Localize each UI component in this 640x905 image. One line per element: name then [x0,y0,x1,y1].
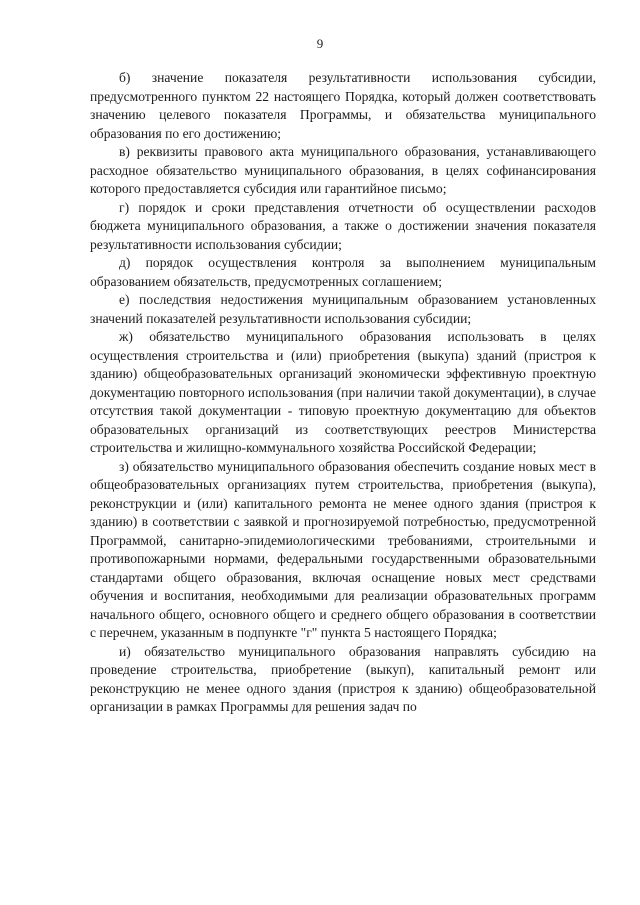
paragraph-b: б) значение показателя результативности использования субсидии, предусмотренного пунктом 22 настоящего Порядка, который должен соответствовать значению целевого показателя Программы, и обязательства муниципального образования по его достижению; [90,70,596,141]
paragraph-e: е) последствия недостижения муниципальным образованием установленных значений показателей результативности использования субсидии; [90,292,596,326]
paragraph-d: д) порядок осуществления контроля за выполнением муниципальным образованием обязательств, предусмотренных соглашением; [90,255,596,289]
paragraph-z: з) обязательство муниципального образования обеспечить создание новых мест в общеобразовательных организациях путем строительства, приобретения (выкупа), реконструкции и (или) капитального ремонта не менее одного здания (пристроя к зданию) в соответствии с заявкой и прогнозируемой потребностью, предусмотренной Программой, санитарно-эпидемиологическими требованиями, строительными и противопожарными нормами, федеральными государственными образовательными стандартами общего образования, включая оснащение новых мест средствами обучения и воспитания, необходимыми для реализации образовательных программ начального общего, основного общего и среднего общего образования в соответствии с перечнем, указанным в подпункте "г" пункта 5 настоящего Порядка; [90,458,596,640]
document-body [90,69,596,717]
paragraph-v: в) реквизиты правового акта муниципального образования, устанавливающего расходное обязательство муниципального образования, в целях софинансирования которого предоставляется субсидия или гарантийное письмо; [90,144,596,196]
paragraph-g: г) порядок и сроки представления отчетности об осуществлении расходов бюджета муниципального образования, а также о достижении значения показателя результативности использования субсидии; [90,199,596,252]
paragraph-zh: ж) обязательство муниципального образования использовать в целях осуществления строительства и (или) приобретения (выкупа) зданий (пристроя к зданию) общеобразовательных организаций экономически эффективную проектную документацию повторного использования (при наличии такой документации), в случае отсутствия такой документации - типовую проектную документацию для объектов образовательных организаций из соответствующих реестров Министерства строительства и жилищно-коммунального хозяйства Российской Федерации; [90,329,596,455]
paragraph-i: и) обязательство муниципального образования направлять субсидию на проведение строительства, приобретение (выкуп), капитальный ремонт или реконструкцию не менее одного здания (пристроя к зданию) общеобразовательной организации в рамках Программы для решения задач по [90,643,596,714]
page-number: 9 [316,36,324,51]
